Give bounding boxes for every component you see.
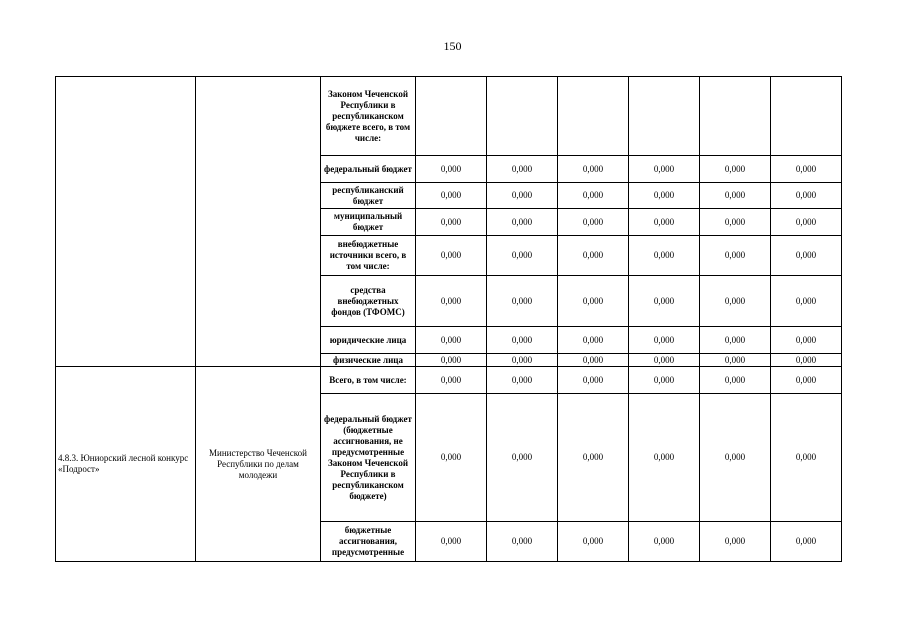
value-cell: 0,000 xyxy=(700,156,771,183)
source-cell: Законом Чеченской Республики в республиканском бюджете всего, в том числе: xyxy=(321,77,416,156)
value-cell: 0,000 xyxy=(629,367,700,394)
value-cell: 0,000 xyxy=(629,354,700,367)
value-cell: 0,000 xyxy=(700,236,771,276)
value-cell: 0,000 xyxy=(700,522,771,562)
table-row xyxy=(56,77,842,156)
value-cell: 0,000 xyxy=(558,394,629,522)
value-cell xyxy=(700,77,771,156)
value-cell: 0,000 xyxy=(558,522,629,562)
value-cell: 0,000 xyxy=(416,156,487,183)
value-cell: 0,000 xyxy=(629,183,700,209)
executor-cell: Министерство Чеченской Республики по делам молодежи xyxy=(196,367,321,562)
source-cell: юридические лица xyxy=(321,327,416,354)
value-cell: 0,000 xyxy=(700,367,771,394)
source-cell: физические лица xyxy=(321,354,416,367)
value-cell: 0,000 xyxy=(416,236,487,276)
value-cell: 0,000 xyxy=(487,183,558,209)
value-cell: 0,000 xyxy=(558,209,629,236)
value-cell xyxy=(487,77,558,156)
value-cell: 0,000 xyxy=(487,276,558,327)
source-cell: Всего, в том числе: xyxy=(321,367,416,394)
value-cell: 0,000 xyxy=(558,354,629,367)
value-cell: 0,000 xyxy=(487,156,558,183)
value-cell: 0,000 xyxy=(487,236,558,276)
value-cell: 0,000 xyxy=(771,209,842,236)
value-cell: 0,000 xyxy=(771,236,842,276)
value-cell: 0,000 xyxy=(771,394,842,522)
value-cell: 0,000 xyxy=(487,354,558,367)
value-cell: 0,000 xyxy=(416,209,487,236)
executor-cell xyxy=(196,77,321,367)
page-number: 150 xyxy=(443,39,462,53)
value-cell xyxy=(771,77,842,156)
value-cell: 0,000 xyxy=(416,276,487,327)
value-cell: 0,000 xyxy=(771,522,842,562)
value-cell xyxy=(416,77,487,156)
value-cell: 0,000 xyxy=(487,367,558,394)
value-cell: 0,000 xyxy=(487,209,558,236)
value-cell: 0,000 xyxy=(629,276,700,327)
value-cell: 0,000 xyxy=(558,236,629,276)
source-cell: федеральный бюджет (бюджетные ассигнования, не предусмотренные Законом Чеченской Республики в республиканском бюджете) xyxy=(321,394,416,522)
value-cell: 0,000 xyxy=(629,209,700,236)
value-cell: 0,000 xyxy=(558,327,629,354)
value-cell: 0,000 xyxy=(416,394,487,522)
value-cell: 0,000 xyxy=(416,522,487,562)
source-cell: внебюджетные источники всего, в том числе: xyxy=(321,236,416,276)
value-cell: 0,000 xyxy=(629,394,700,522)
source-cell: бюджетные ассигнования, предусмотренные xyxy=(321,522,416,562)
code-name-cell xyxy=(56,77,196,367)
value-cell: 0,000 xyxy=(558,156,629,183)
value-cell: 0,000 xyxy=(558,276,629,327)
value-cell: 0,000 xyxy=(771,183,842,209)
value-cell: 0,000 xyxy=(629,522,700,562)
value-cell: 0,000 xyxy=(700,354,771,367)
value-cell: 0,000 xyxy=(700,183,771,209)
value-cell xyxy=(558,77,629,156)
value-cell xyxy=(629,77,700,156)
value-cell: 0,000 xyxy=(771,367,842,394)
value-cell: 0,000 xyxy=(416,327,487,354)
value-cell: 0,000 xyxy=(487,327,558,354)
value-cell: 0,000 xyxy=(771,354,842,367)
source-cell: муниципальный бюджет xyxy=(321,209,416,236)
code-name-cell: 4.8.3. Юниорский лесной конкурс «Подрост» xyxy=(56,367,196,562)
value-cell: 0,000 xyxy=(771,276,842,327)
value-cell: 0,000 xyxy=(700,394,771,522)
value-cell: 0,000 xyxy=(629,327,700,354)
value-cell: 0,000 xyxy=(629,156,700,183)
value-cell: 0,000 xyxy=(416,183,487,209)
table-row xyxy=(56,367,842,394)
budget-table xyxy=(55,76,842,562)
value-cell: 0,000 xyxy=(771,156,842,183)
value-cell: 0,000 xyxy=(558,367,629,394)
value-cell: 0,000 xyxy=(416,354,487,367)
source-cell: федеральный бюджет xyxy=(321,156,416,183)
value-cell: 0,000 xyxy=(487,522,558,562)
value-cell: 0,000 xyxy=(700,209,771,236)
value-cell: 0,000 xyxy=(629,236,700,276)
value-cell: 0,000 xyxy=(558,183,629,209)
value-cell: 0,000 xyxy=(487,394,558,522)
source-cell: средства внебюджетных фондов (ТФОМС) xyxy=(321,276,416,327)
value-cell: 0,000 xyxy=(700,276,771,327)
value-cell: 0,000 xyxy=(700,327,771,354)
value-cell: 0,000 xyxy=(416,367,487,394)
value-cell: 0,000 xyxy=(771,327,842,354)
source-cell: республиканский бюджет xyxy=(321,183,416,209)
